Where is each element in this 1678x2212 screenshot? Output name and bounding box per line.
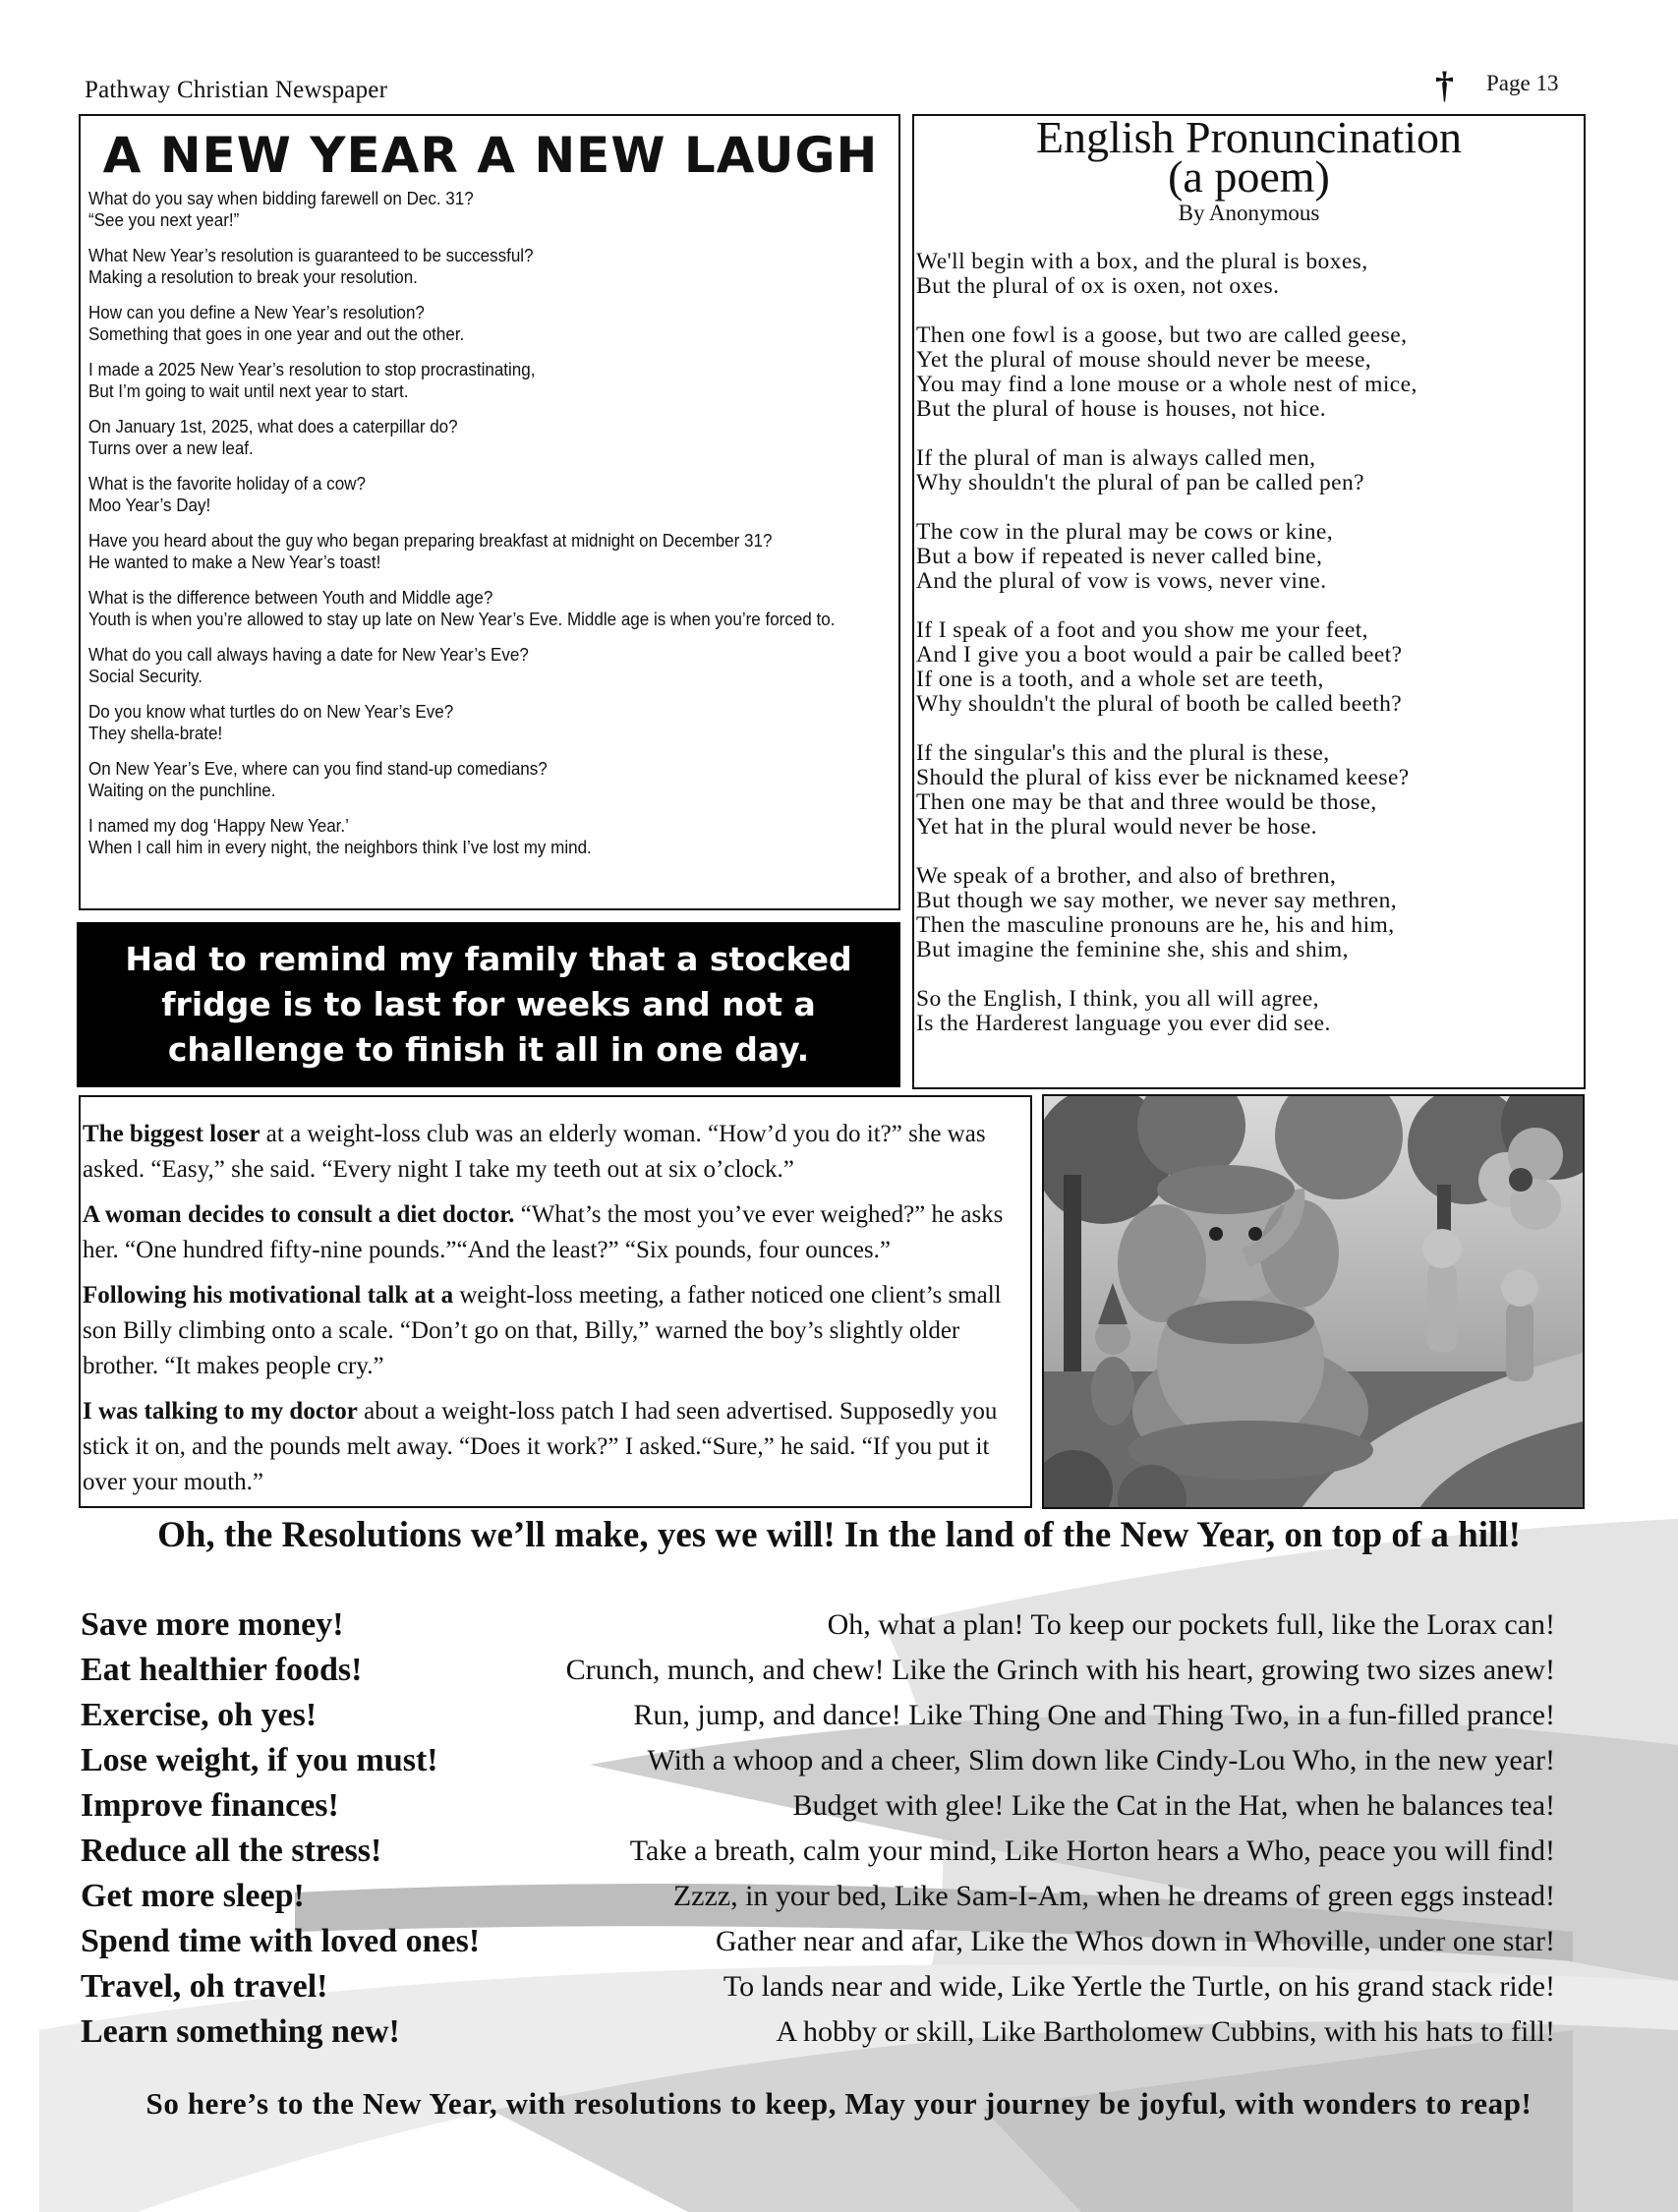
weight-loss-joke-text: “What’s the most you’ve ever weighed?” he asks her. “One hundred fifty-nine pounds.”“And the least?” “Six pounds, four ounces.” bbox=[83, 1201, 1004, 1263]
resolution-rhyme: To lands near and wide, Like Yertle the Turtle, on his grand stack ride! bbox=[723, 1970, 1555, 2003]
joke-answer: He wanted to make a New Year’s toast! bbox=[88, 551, 381, 572]
poem-line: Why shouldn't the plural of booth be called beeth? bbox=[916, 691, 1403, 717]
poem-title-line-2: (a poem) bbox=[1168, 151, 1330, 202]
resolution-goal: Get more sleep! bbox=[81, 1878, 305, 1914]
poem-line: And the plural of vow is vows, never vine. bbox=[916, 568, 1327, 594]
resolution-rhyme: Crunch, munch, and chew! Like the Grinch with his heart, growing two sizes anew! bbox=[565, 1654, 1555, 1686]
joke-answer: They shella-brate! bbox=[88, 722, 223, 743]
joke-answer: When I call him in every night, the neighbors think I’ve lost my mind. bbox=[88, 836, 592, 857]
joke-question: What do you say when bidding farewell on Dec. 31? bbox=[88, 187, 474, 208]
poem-line: But the plural of ox is oxen, not oxes. bbox=[916, 273, 1280, 299]
joke-item bbox=[88, 758, 829, 801]
jokes-list bbox=[88, 188, 893, 858]
joke-answer: Turns over a new leaf. bbox=[88, 437, 254, 458]
poem-title-line-1: English Pronuncination bbox=[1035, 112, 1463, 162]
poem-stanza bbox=[916, 864, 1584, 962]
resolution-row bbox=[81, 1742, 1555, 1787]
poem-line: Then one may be that and three would be those, bbox=[916, 789, 1377, 815]
weight-loss-jokes-box bbox=[79, 1095, 1032, 1508]
poem-stanza bbox=[916, 323, 1584, 422]
joke-answer: Youth is when you’re allowed to stay up late on New Year’s Eve. Middle age is when you’re forced to. bbox=[88, 608, 836, 629]
poem-stanza bbox=[916, 520, 1584, 594]
poem-line: So the English, I think, you all will agree, bbox=[916, 986, 1319, 1012]
joke-answer: “See you next year!” bbox=[88, 208, 240, 230]
resolution-row bbox=[81, 1697, 1555, 1742]
poem-line: But a bow if repeated is never called bine, bbox=[916, 544, 1323, 569]
joke-answer: Social Security. bbox=[88, 665, 203, 686]
resolution-rhyme: Budget with glee! Like the Cat in the Hat, when he balances tea! bbox=[792, 1789, 1555, 1822]
poem-line: Should the plural of kiss ever be nicknamed keese? bbox=[916, 765, 1410, 790]
resolution-goal: Reduce all the stress! bbox=[81, 1833, 382, 1869]
resolution-goal: Spend time with loved ones! bbox=[81, 1923, 481, 1959]
resolution-row bbox=[81, 2013, 1555, 2059]
poem-line: And I give you a boot would a pair be called beet? bbox=[916, 642, 1403, 668]
joke-item bbox=[88, 644, 829, 687]
poem-line: Then one fowl is a goose, but two are called geese, bbox=[916, 322, 1408, 348]
weight-loss-joke-lead: I was talking to my doctor bbox=[83, 1398, 358, 1425]
joke-answer: Something that goes in one year and out the other. bbox=[88, 322, 465, 344]
joke-item bbox=[88, 473, 829, 516]
poem-line: If the plural of man is always called men, bbox=[916, 445, 1316, 471]
joke-item bbox=[88, 530, 829, 573]
resolution-rhyme: A hobby or skill, Like Bartholomew Cubbins, with his hats to fill! bbox=[776, 2015, 1555, 2048]
resolution-goal: Travel, oh travel! bbox=[81, 1968, 328, 2005]
poem-stanza bbox=[916, 987, 1584, 1036]
poem-box bbox=[912, 114, 1586, 1089]
joke-item bbox=[88, 245, 829, 288]
resolution-row bbox=[81, 1833, 1555, 1878]
joke-question: What New Year’s resolution is guaranteed to be successful? bbox=[88, 244, 534, 265]
poem-stanza bbox=[916, 250, 1584, 299]
poem-line: But the plural of house is houses, not hice. bbox=[916, 396, 1327, 422]
poem-line: The cow in the plural may be cows or kine, bbox=[916, 519, 1334, 545]
cross-icon: † bbox=[1435, 65, 1454, 106]
joke-item bbox=[88, 416, 829, 459]
poem-stanza bbox=[916, 618, 1584, 717]
resolution-goal: Exercise, oh yes! bbox=[81, 1697, 318, 1733]
joke-item bbox=[88, 701, 829, 744]
fridge-banner-text: Had to remind my family that a stocked fridge is to last for weeks and not a challenge to finish it all in one day. bbox=[125, 940, 852, 1069]
resolution-row bbox=[81, 1878, 1555, 1923]
poem-line: We'll begin with a box, and the plural is boxes, bbox=[916, 249, 1368, 274]
resolution-goal: Learn something new! bbox=[81, 2013, 400, 2050]
weight-loss-joke bbox=[83, 1278, 1020, 1384]
poem-line: But though we say mother, we never say methren, bbox=[916, 888, 1398, 913]
weight-loss-joke-text: at a weight-loss club was an elderly woman. “How’d you do it?” she was asked. “Easy,” she said. “Every night I take my teeth out at six o’clock.” bbox=[83, 1121, 986, 1183]
poem-line: If one is a tooth, and a whole set are teeth, bbox=[916, 667, 1324, 692]
page-number: Page 13 bbox=[1486, 71, 1559, 95]
resolution-goal: Lose weight, if you must! bbox=[81, 1742, 438, 1778]
poem-line: We speak of a brother, and also of brethren, bbox=[916, 863, 1337, 889]
weight-loss-joke-text: about a weight-loss patch I had seen advertised. Supposedly you stick it on, and the pounds melt away. “Does it work?” I asked.“Sure,” he said. “If you put it over your mouth.” bbox=[83, 1398, 998, 1495]
joke-item bbox=[88, 586, 836, 630]
jokes-title: A NEW YEAR A NEW LAUGH bbox=[102, 127, 879, 184]
weight-loss-joke bbox=[83, 1394, 1020, 1500]
fridge-banner bbox=[77, 922, 900, 1087]
weight-loss-joke-text: weight-loss meeting, a father noticed one client’s small son Billy climbing onto a scale. “Don’t go on that, Billy,” warned the boy’s slightly older brother. “It makes people cry.” bbox=[83, 1282, 1002, 1379]
poem-line: Why shouldn't the plural of pan be called pen? bbox=[916, 470, 1364, 495]
resolution-rhyme: Gather near and afar, Like the Whos down in Whoville, under one star! bbox=[715, 1925, 1555, 1957]
joke-question: What is the favorite holiday of a cow? bbox=[88, 472, 366, 494]
resolution-rhyme: Zzzz, in your bed, Like Sam-I-Am, when he dreams of green eggs instead! bbox=[672, 1880, 1555, 1912]
poem-line: If the singular's this and the plural is these, bbox=[916, 740, 1330, 766]
joke-question: I made a 2025 New Year’s resolution to stop procrastinating, bbox=[88, 358, 536, 379]
poem-title bbox=[914, 112, 1584, 202]
resolution-goal: Eat healthier foods! bbox=[81, 1652, 363, 1688]
resolution-goal: Save more money! bbox=[81, 1606, 344, 1643]
poem-stanza bbox=[916, 741, 1584, 840]
joke-question: How can you define a New Year’s resolution? bbox=[88, 301, 425, 322]
joke-answer: Waiting on the punchline. bbox=[88, 779, 276, 800]
joke-answer: Moo Year’s Day! bbox=[88, 494, 211, 515]
publication-name: Pathway Christian Newspaper bbox=[85, 77, 388, 103]
weight-loss-joke-lead: A woman decides to consult a diet doctor. bbox=[83, 1201, 515, 1228]
joke-question: Have you heard about the guy who began preparing breakfast at midnight on December 31? bbox=[88, 529, 773, 551]
resolutions-footer: So here’s to the New Year, with resolutions to keep, May your journey be joyful, with wonders to reap! bbox=[145, 2086, 1533, 2121]
joke-answer: But I’m going to wait until next year to start. bbox=[88, 379, 409, 401]
resolution-rhyme: Take a breath, calm your mind, Like Horton hears a Who, peace you will find! bbox=[629, 1834, 1555, 1867]
poem-line: Is the Harderest language you ever did see. bbox=[916, 1011, 1331, 1036]
joke-item bbox=[88, 302, 829, 345]
cartoon-scene-image bbox=[1044, 1096, 1585, 1509]
resolution-goal: Improve finances! bbox=[81, 1787, 339, 1824]
resolution-rhyme: Oh, what a plan! To keep our pockets full, like the Lorax can! bbox=[827, 1608, 1555, 1641]
joke-question: What is the difference between Youth and Middle age? bbox=[88, 586, 493, 608]
resolution-rhyme: Run, jump, and dance! Like Thing One and Thing Two, in a fun-filled prance! bbox=[633, 1699, 1555, 1731]
joke-item bbox=[88, 815, 829, 858]
joke-question: On January 1st, 2025, what does a caterpillar do? bbox=[88, 415, 458, 437]
joke-question: I named my dog ‘Happy New Year.’ bbox=[88, 814, 349, 836]
weight-loss-joke-lead: Following his motivational talk at a bbox=[83, 1282, 454, 1309]
resolutions-headline: Oh, the Resolutions we’ll make, yes we will! In the land of the New Year, on top of a hill! bbox=[157, 1515, 1521, 1555]
poem-line: If I speak of a foot and you show me your feet, bbox=[916, 617, 1368, 643]
weight-loss-joke bbox=[83, 1197, 1020, 1268]
resolution-row bbox=[81, 1968, 1555, 2013]
joke-question: What do you call always having a date for New Year’s Eve? bbox=[88, 643, 529, 665]
joke-item bbox=[88, 359, 829, 402]
joke-answer: Making a resolution to break your resolution. bbox=[88, 265, 418, 287]
resolution-row bbox=[81, 1606, 1555, 1652]
poem-line: You may find a lone mouse or a whole nest of mice, bbox=[916, 372, 1418, 397]
cartoon-illustration bbox=[1042, 1094, 1585, 1509]
poem-line: Yet the plural of mouse should never be meese, bbox=[916, 347, 1372, 373]
poem-line: But imagine the feminine she, shis and shim, bbox=[916, 937, 1349, 962]
poem-body bbox=[914, 250, 1584, 1036]
weight-loss-joke-lead: The biggest loser bbox=[83, 1121, 260, 1147]
joke-item bbox=[88, 188, 829, 231]
resolution-rhyme: With a whoop and a cheer, Slim down like Cindy-Lou Who, in the new year! bbox=[647, 1744, 1555, 1776]
weight-loss-joke bbox=[83, 1117, 1020, 1188]
resolution-row bbox=[81, 1787, 1555, 1833]
poem-line: Yet hat in the plural would never be hose. bbox=[916, 814, 1317, 840]
resolution-row bbox=[81, 1652, 1555, 1697]
resolution-row bbox=[81, 1923, 1555, 1968]
poem-stanza bbox=[916, 446, 1584, 495]
joke-question: On New Year’s Eve, where can you find stand-up comedians? bbox=[88, 757, 548, 779]
poem-author: By Anonymous bbox=[1178, 201, 1320, 225]
poem-line: Then the masculine pronouns are he, his and him, bbox=[916, 912, 1395, 938]
jokes-box bbox=[79, 114, 900, 910]
joke-question: Do you know what turtles do on New Year’s Eve? bbox=[88, 700, 454, 722]
